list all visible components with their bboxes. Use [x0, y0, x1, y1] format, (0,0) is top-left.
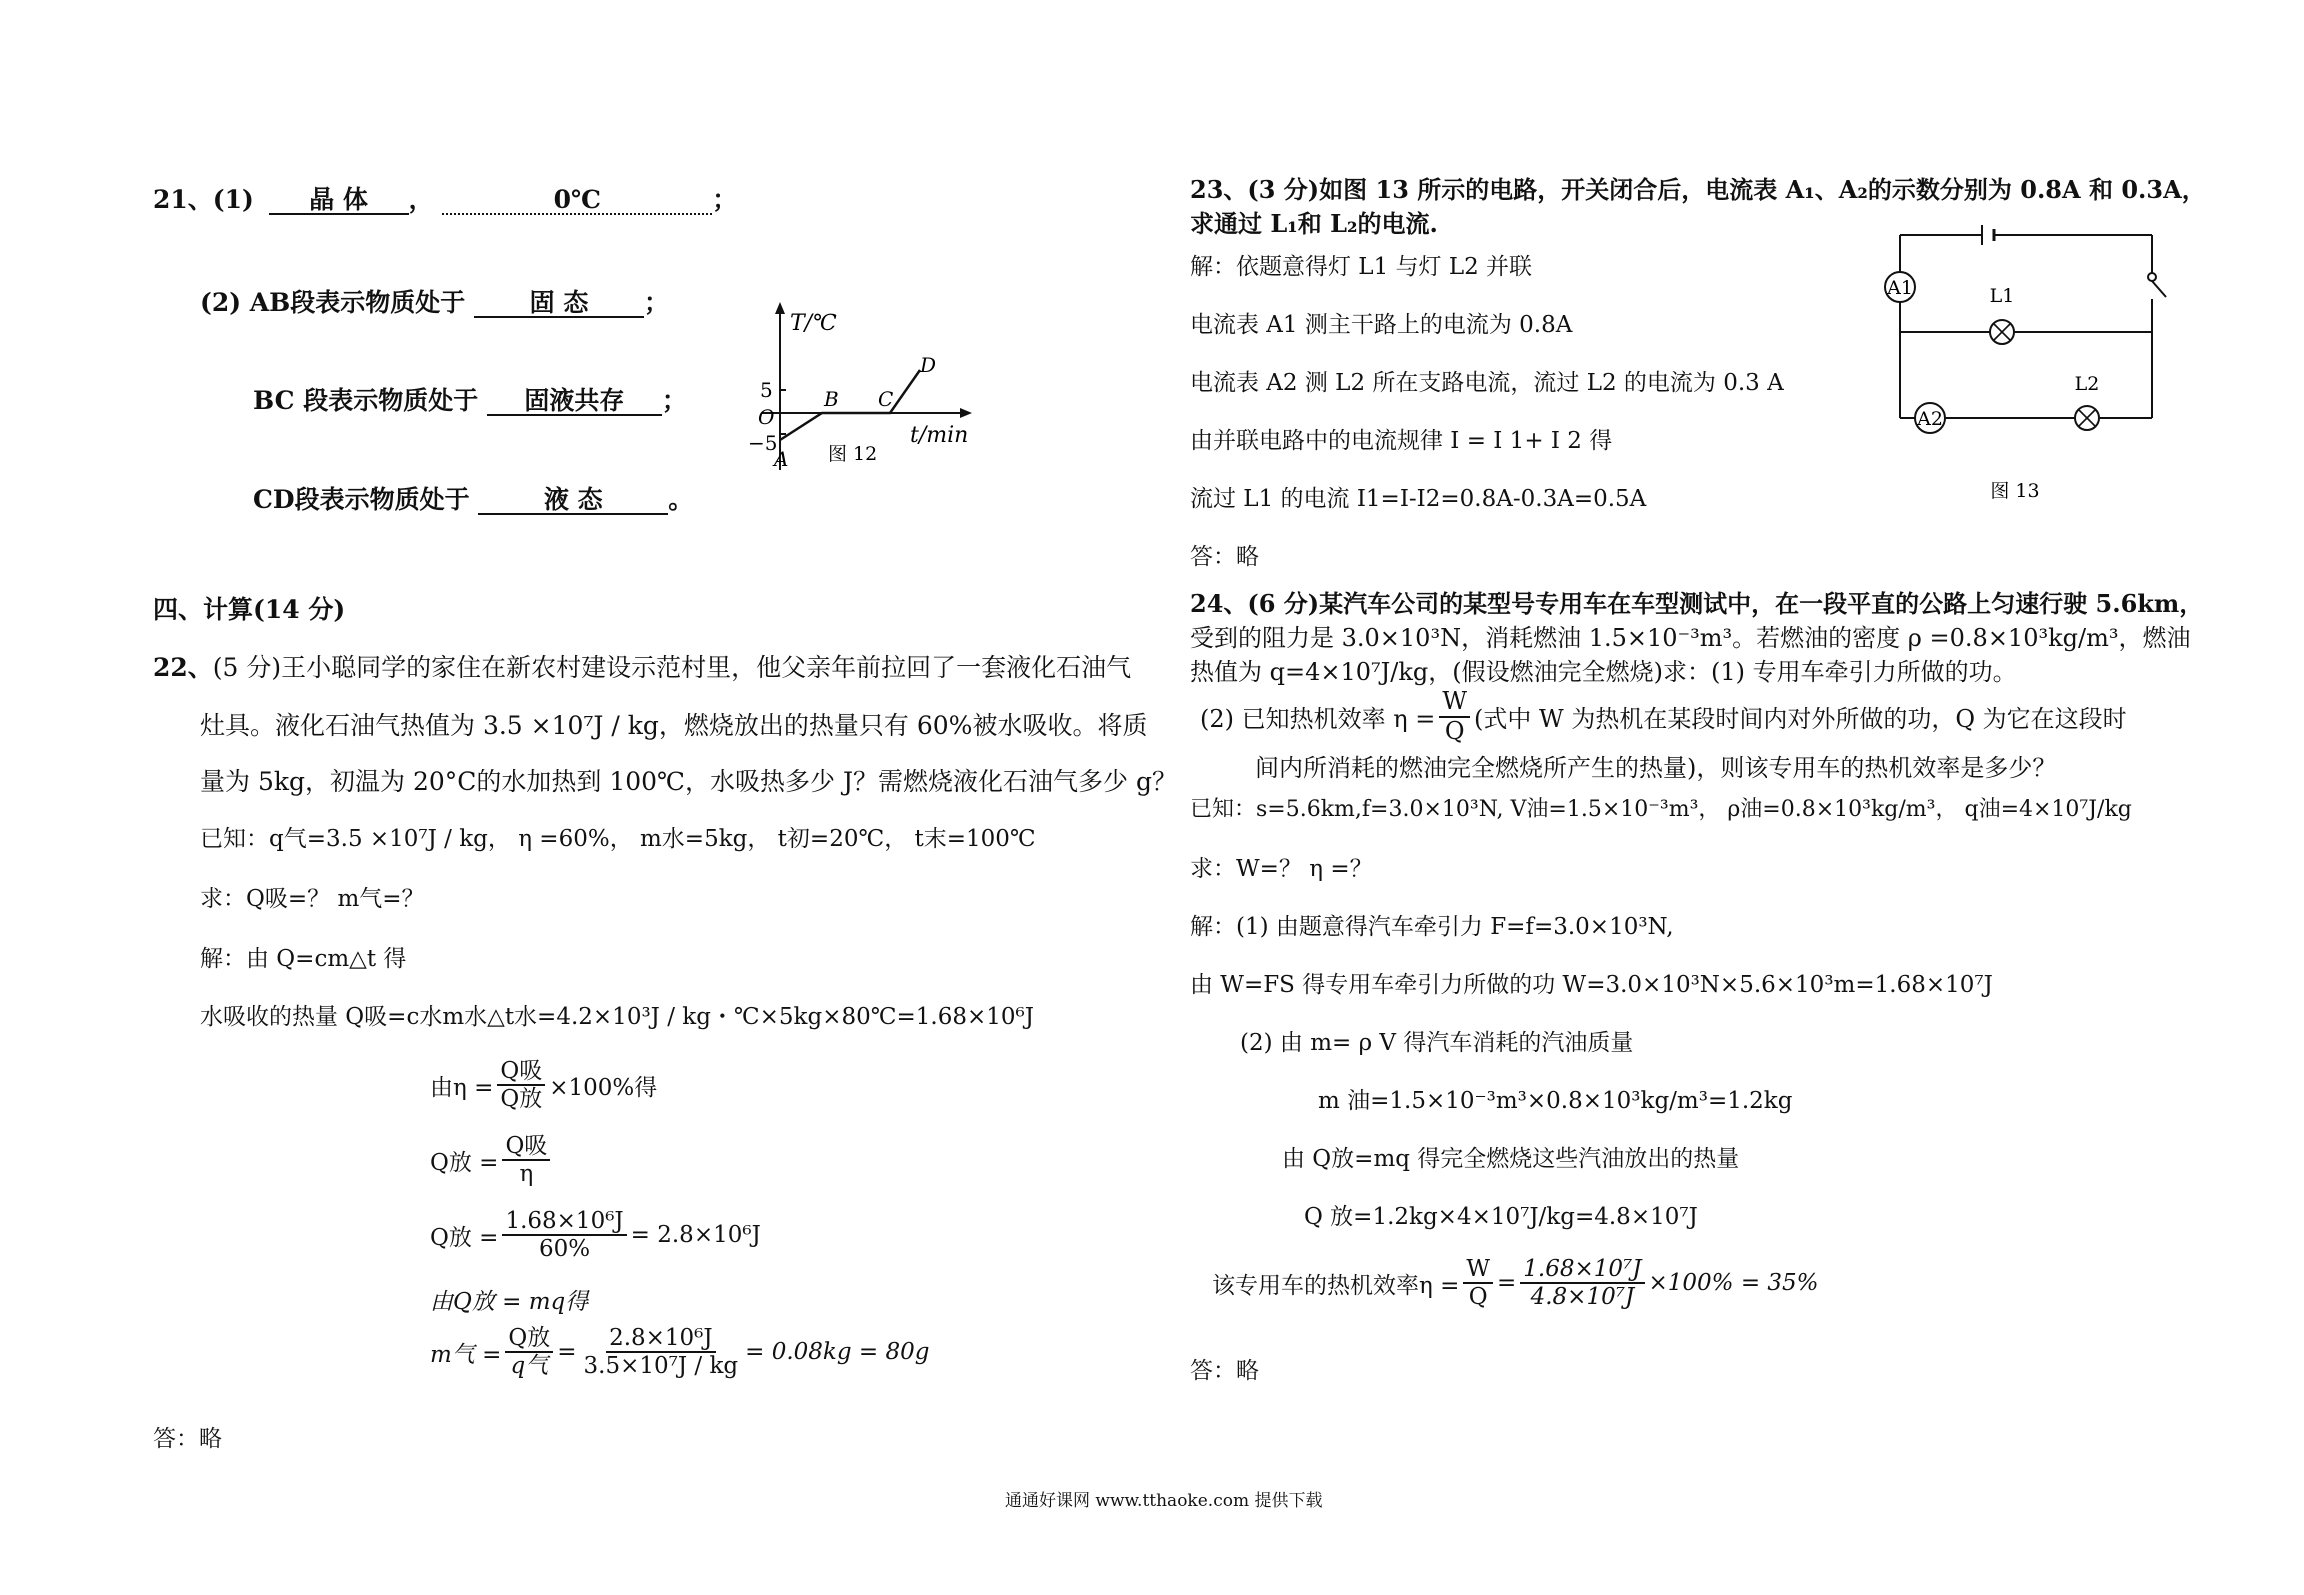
q23-solution-4: 由并联电路中的电流规律 I = I 1+ I 2 得	[1190, 428, 1613, 454]
q24-solution-6: Q 放=1.2kg×4×10⁷J/kg=4.8×10⁷J	[1304, 1204, 1698, 1230]
fig12-y-label: T/℃	[790, 311, 837, 336]
q22-eq2-pre: Q放 =	[430, 1149, 499, 1176]
q24-eff-den1: Q	[1468, 1284, 1488, 1311]
q21-bc-answer: 固液共存	[487, 388, 662, 416]
fig12-caption: 图 12	[828, 443, 878, 465]
q22-ask: 求：Q吸=？ m气=？	[200, 886, 425, 912]
q22-text-1: (5 分)王小聪同学的家住在新农村建设示范村里，他父亲年前拉回了一套液化石油气	[212, 653, 1132, 682]
q22-eq1-num: Q吸	[497, 1058, 545, 1086]
q24-l4-num: W	[1439, 688, 1470, 718]
q24-eff-den2: 4.8×10⁷J	[1530, 1284, 1635, 1311]
q24-eff-num2: 1.68×10⁷J	[1520, 1256, 1644, 1284]
q22-eq5-num2: 2.8×10⁶J	[606, 1325, 716, 1353]
fig13-l1-label: L1	[1989, 285, 2015, 307]
q22-eq5-den1: q气	[510, 1353, 549, 1380]
fig13-l2-label: L2	[2074, 373, 2100, 395]
q24-text-4	[1200, 688, 2127, 745]
q21-answer-crystal: 晶 体	[269, 187, 409, 215]
q24-text-3: 热值为 q=4×10⁷J/kg，(假设燃油完全燃烧)求：(1) 专用车牵引力所做的功。	[1190, 658, 2017, 686]
q22-eq3-num: 1.68×10⁶J	[502, 1208, 626, 1236]
q22-eq2-den: η	[519, 1161, 534, 1188]
q24-solution-5: 由 Q放=mq 得完全燃烧这些汽油放出的热量	[1282, 1146, 1740, 1172]
q21-line2: (2) AB段表示物质处于 固 态 ；	[200, 288, 670, 317]
q22-solution-1: 解：由 Q=cm△t 得	[200, 946, 407, 972]
q24-solution-2: 由 W=FS 得专用车牵引力所做的功 W=3.0×10³N×5.6×10³m=1.68×10⁷J	[1190, 972, 1993, 998]
page-footer: 通通好课网 www.tthaoke.com 提供下载	[1005, 1491, 1323, 1511]
q22-text-3: 量为 5kg，初温为 20°C的水加热到 100℃，水吸热多少 J？需燃烧液化石油气多少 g？	[200, 767, 1177, 796]
q24-solution-4: m 油=1.5×10⁻³m³×0.8×10³kg/m³=1.2kg	[1318, 1088, 1793, 1114]
fig13-a1-label: A1	[1887, 277, 1913, 299]
q23-solution-5: 流过 L1 的电流 I1=I-I2=0.8A-0.3A=0.5A	[1190, 486, 1647, 512]
q22-solution-2: 水吸收的热量 Q吸=c水m水△t水=4.2×10³J / kg・℃×5kg×80℃=1.68×10⁶J	[200, 1004, 1034, 1030]
q21-ab-label: (2) AB段表示物质处于	[200, 288, 466, 317]
q23-text-1: 23、(3 分)如图 13 所示的电路，开关闭合后，电流表 A₁、A₂的示数分别为 0.8A 和 0.3A，	[1190, 175, 2206, 204]
q23-solution-1: 解：依题意得灯 L1 与灯 L2 并联	[1190, 254, 1533, 280]
q24-text-2: 受到的阻力是 3.0×10³N，消耗燃油 1.5×10⁻³m³。若燃油的密度 ρ =0.8×10³kg/m³，燃油	[1190, 624, 2191, 652]
q22-number: 22、	[153, 653, 213, 682]
q22-eq1-den: Q放	[500, 1086, 543, 1113]
q24-text-5: 间内所消耗的燃油完全燃烧所产生的热量)，则该专用车的热机效率是多少？	[1255, 754, 2057, 782]
q21-bc-label: BC 段表示物质处于	[253, 386, 479, 415]
figure-13-circuit	[1850, 215, 2180, 505]
q22-eq3-pre: Q放 =	[430, 1224, 499, 1251]
q22-eq5-post: = 0.08kg = 80g	[745, 1339, 930, 1366]
q22-eq1-pre: 由η =	[430, 1074, 494, 1101]
q21-line4: CD段表示物质处于 液 态 。	[253, 485, 694, 514]
q22-eq3-post: = 2.8×10⁶J	[630, 1222, 761, 1249]
q22-eq2-num: Q吸	[502, 1133, 550, 1161]
q22-eq5-pre: m气 =	[430, 1341, 502, 1368]
fig12-point-a: A	[774, 447, 789, 471]
q22-eq1-post: ×100%得	[549, 1074, 658, 1101]
q22-eq5-num1: Q放	[505, 1325, 553, 1353]
q24-eff-num1: W	[1463, 1256, 1493, 1284]
q23-answer: 答：略	[1190, 544, 1259, 570]
fig12-point-b: B	[824, 387, 839, 411]
q22-answer: 答：略	[153, 1426, 222, 1452]
q22-text-2: 灶具。液化石油气热值为 3.5 ×10⁷J / kg，燃烧放出的热量只有 60%被水吸收。将质	[200, 711, 1148, 740]
q21-number: 21、(1)	[153, 185, 254, 214]
q24-ask: 求：W=？ η =？	[1190, 856, 1373, 882]
q22-known: 已知：q气=3.5 ×10⁷J / kg， η =60%， m水=5kg， t初=20℃， t末=100℃	[200, 826, 1036, 852]
q24-eff-post: ×100% = 35%	[1648, 1270, 1819, 1297]
q21-answer-melting-point: 0℃	[442, 187, 712, 215]
q24-l4-den: Q	[1444, 716, 1465, 745]
q22-equation-2	[430, 1133, 554, 1188]
q21-ab-answer: 固 态	[474, 290, 644, 318]
q21-line1: 21、(1) 晶 体 ， 0℃ ；	[153, 185, 738, 214]
fig12-point-d: D	[920, 353, 937, 377]
fig12-tick-5: 5	[760, 378, 773, 402]
q22-eq5-den2: 3.5×10⁷J / kg	[583, 1353, 739, 1380]
q21-cd-answer: 液 态	[478, 487, 668, 515]
q22-line1	[153, 648, 1131, 684]
q21-cd-label: CD段表示物质处于	[253, 485, 470, 514]
q24-l4-post: (式中 W 为热机在某段时间内对外所做的功，Q 为它在这段时	[1474, 705, 2127, 734]
q24-solution-3: (2) 由 m= ρ V 得汽车消耗的汽油质量	[1240, 1030, 1634, 1056]
figure-12-graph	[740, 300, 990, 480]
q24-eff-pre: 该专用车的热机效率η =	[1212, 1272, 1460, 1299]
q23-solution-2: 电流表 A1 测主干路上的电流为 0.8A	[1190, 312, 1573, 338]
q23-solution-3: 电流表 A2 测 L2 所在支路电流，流过 L2 的电流为 0.3 A	[1190, 370, 1784, 396]
q23-text-2: 求通过 L₁和 L₂的电流.	[1190, 209, 1438, 238]
fig13-a2-label: A2	[1917, 408, 1943, 430]
q22-equation-5: m气 = $\frac{\text{Q放}}{\text{q气}}$ = $\frac{\text{2.8×10⁶J}}{\text{3.5×10⁷J / kg}}$ = 0.08kg = 80g	[430, 1325, 930, 1380]
q24-efficiency-equation: 该专用车的热机效率η = $\frac{W}{Q}$ = $\frac{\text{1.68×10⁷J}}{\text{4.8×10⁷J}}$ ×100% = 35%	[1212, 1256, 1819, 1311]
q22-equation-1	[430, 1058, 657, 1113]
q24-text-1: 24、(6 分)某汽车公司的某型号专用车在车型测试中，在一段平直的公路上匀速行驶 5.6km，	[1190, 589, 2204, 618]
fig13-caption: 图 13	[1990, 480, 2040, 502]
switch-blade	[2152, 281, 2166, 297]
q24-answer: 答：略	[1190, 1358, 1259, 1384]
q21-line3: BC 段表示物质处于 固液共存 ；	[253, 386, 687, 415]
q22-equation-4: 由Q放 = mq得	[430, 1289, 589, 1315]
fig12-tick-neg5: −5	[748, 431, 778, 455]
q22-eq3-den: 60%	[538, 1236, 591, 1263]
q22-equation-3	[430, 1208, 761, 1263]
fig12-origin: O	[758, 405, 775, 429]
switch-contact	[2148, 273, 2156, 281]
q24-known: 已知：s=5.6km,f=3.0×10³N, V油=1.5×10⁻³m³， ρ油=0.8×10³kg/m³， q油=4×10⁷J/kg	[1190, 797, 2132, 822]
fig12-x-label: t/min	[910, 423, 969, 448]
section-4-title: 四、计算(14 分)	[153, 595, 346, 624]
fig12-point-c: C	[878, 387, 894, 411]
q24-l4-pre: (2) 已知热机效率 η =	[1200, 705, 1436, 734]
q24-solution-1: 解：(1) 由题意得汽车牵引力 F=f=3.0×10³N,	[1190, 914, 1674, 940]
